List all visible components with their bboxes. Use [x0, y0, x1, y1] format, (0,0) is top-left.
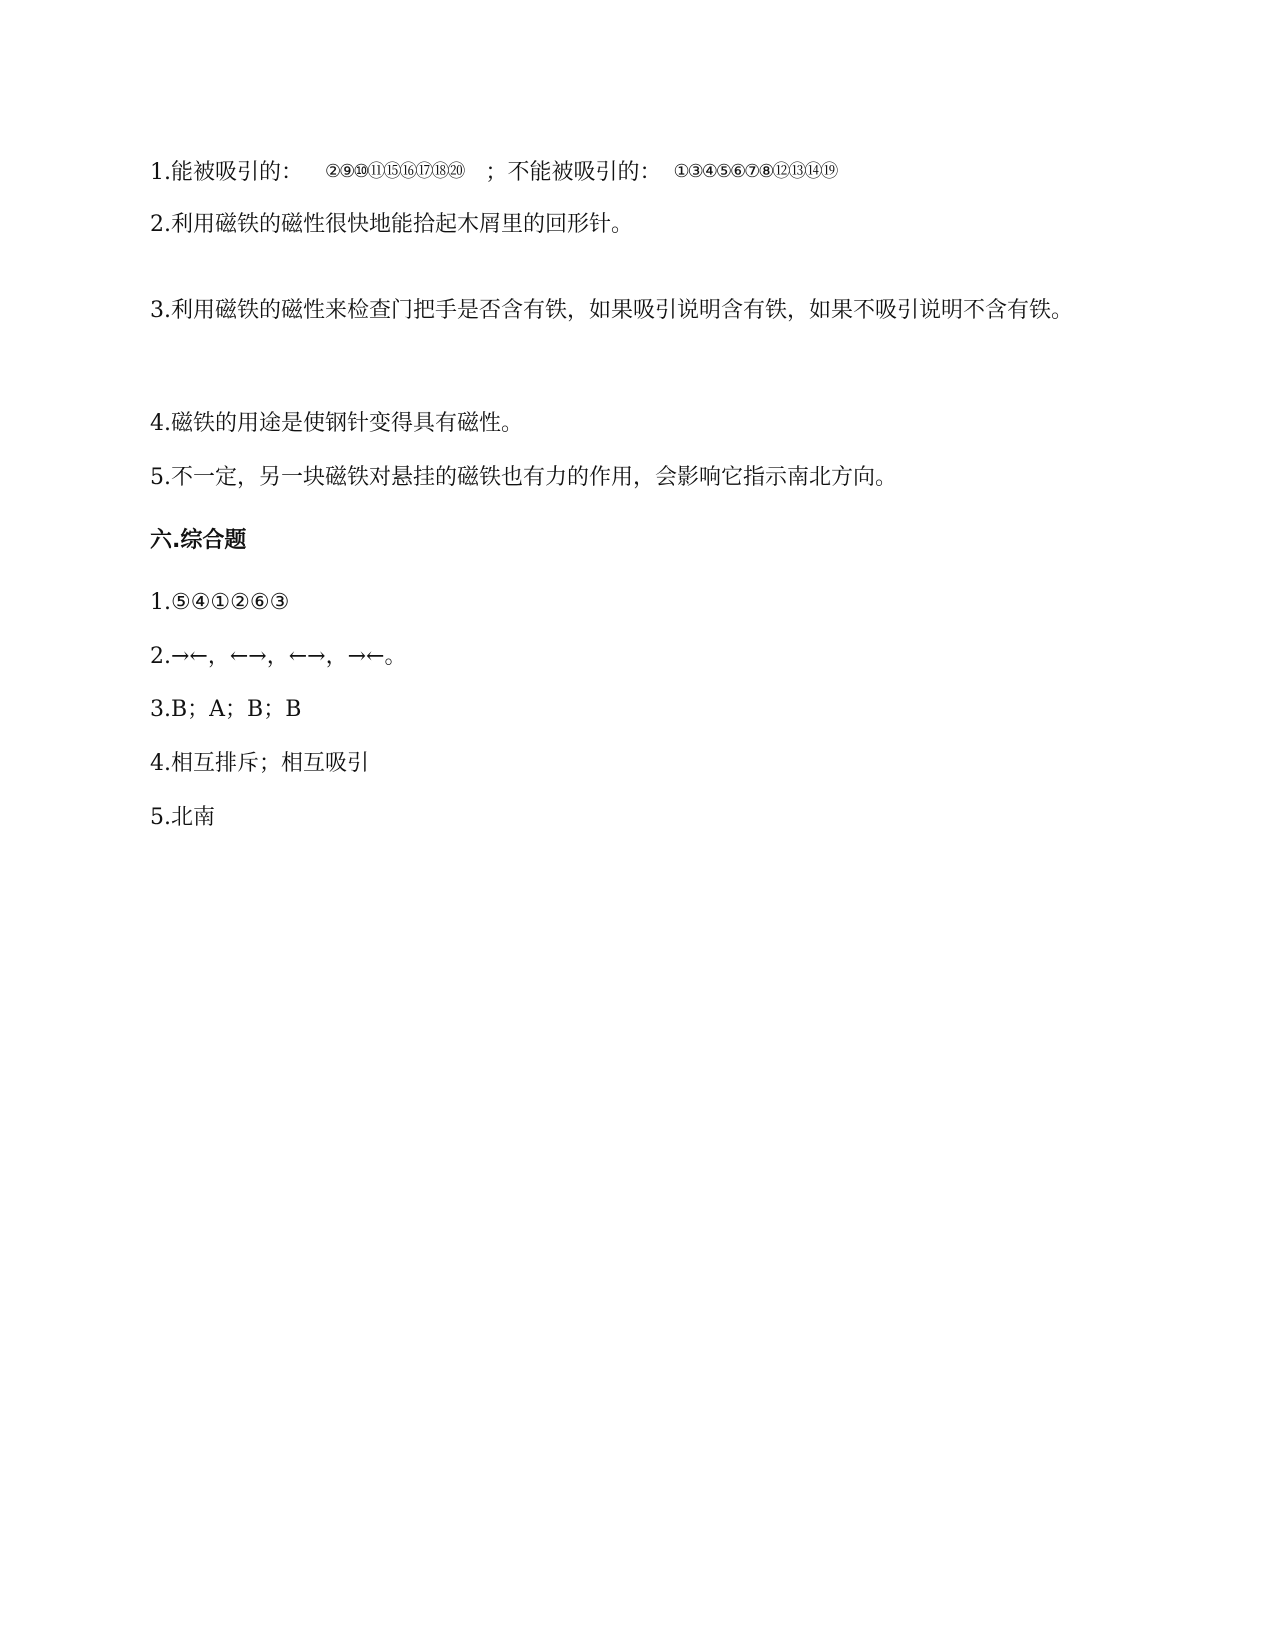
answer-5-2: 2.利用磁铁的磁性很快地能拾起木屑里的回形针。	[150, 212, 633, 237]
answer-5-3: 3.利用磁铁的磁性来检查门把手是否含有铁，如果吸引说明含有铁，如果不吸引说明不含有铁。	[150, 298, 1073, 323]
answer-5-1	[150, 155, 836, 190]
answer-5-4: 4.磁铁的用途是使钢针变得具有磁性。	[150, 411, 523, 436]
attracted-items: ②⑨⑩⑪⑮⑯⑰⑱⑳	[325, 161, 464, 182]
answer-6-4: 4.相互排斥；相互吸引	[150, 751, 369, 776]
not-attracted-items: ①③④⑤⑥⑦⑧⑫⑬⑭⑲	[673, 161, 837, 182]
answer-6-5: 5.北南	[150, 805, 215, 830]
answer-6-1: 1.⑤④①②⑥③	[150, 590, 290, 615]
answer-5-1-separator: ；	[485, 160, 508, 185]
answer-5-1-not-label: 不能被吸引的：	[507, 160, 662, 185]
answer-6-2: 2.→←，←→，←→，→←。	[150, 644, 407, 669]
answer-6-3: 3.B；A；B；B	[150, 697, 302, 722]
answer-5-1-label: 1.能被吸引的：	[150, 160, 303, 185]
section-heading: 六.综合题	[150, 528, 247, 553]
answer-5-5: 5.不一定，另一块磁铁对悬挂的磁铁也有力的作用，会影响它指示南北方向。	[150, 465, 897, 490]
